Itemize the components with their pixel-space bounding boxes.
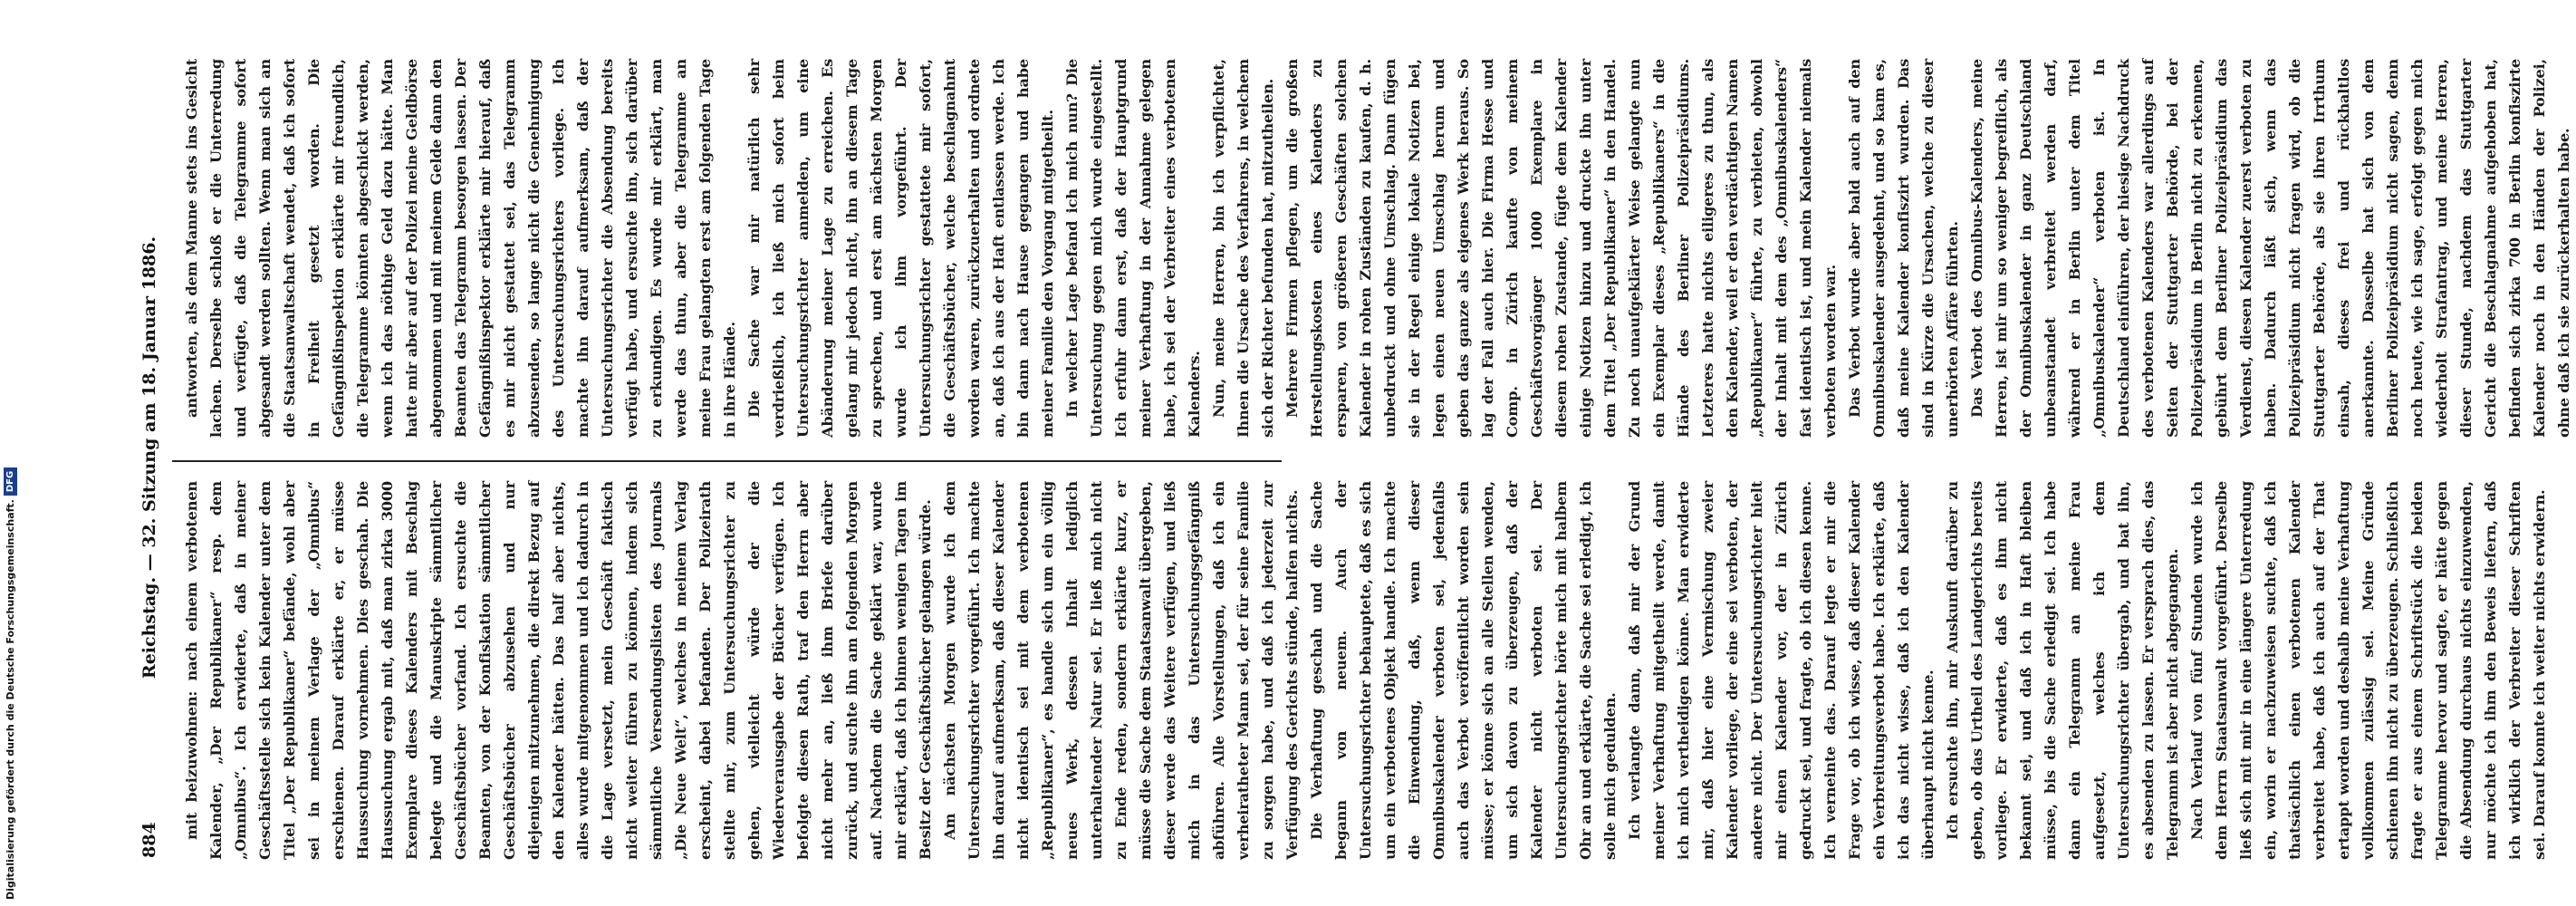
paragraph: mit beizuwohnen: nach einem verbotenen Kalender, „Der Republikaner“ resp. dem „Omnibus“. Ich erwiderte, daß in meiner Geschäftsstelle sich kein Kalender unter dem Titel „Der Republikaner“ befände, wohl aber sei in meinem Verlage der „Omnibus“ erschienen. Darauf erklärte er, er müsse Haussuchung vornehmen. Dies geschah. Die Haussuchung ergab mit, daß man zirka 3000 Exemplare dieses Kalenders mit Beschlag belegte und die Manuskripte sämmtlicher Geschäftsbücher vorfand. Ich ersuchte die Beamten, von der Konfiskation sämmtlicher Geschäftsbücher abzusehen und nur diejenigen mitzunehmen, die direkt Bezug auf den Kalender hätten. Das half aber nichts, alles wurde mitgenommen und ich dadurch in die Lage versetzt, mein Geschäft faktisch nicht weiter führen zu können, indem sich sämmtliche Versendungslisten des Journals „Die Neue Welt“, welches in meinem Verlag erscheint, dabei befanden. Der Polizeirath stellte mir, zum Untersuchungsrichter zu gehen, vielleicht würde der die Wiederverausgabe der Bücher verfügen. Ich befolgte diesen Rath, traf den Herrn aber nicht mehr an, ließ ihm Briefe darüber zurück, und suchte ihn am folgenden Morgen auf. Nachdem die Sache geklärt war, wurde mir erklärt, daß ich binnen wenigen Tagen im Besitz der Geschäftsbücher gelangen würde. — [183, 481, 934, 860]
paragraph: Nach Verlauf von fünf Stunden wurde ich dem Herrn Staatsanwalt vorgeführt. Derselbe ließ sich mit mir in eine längere Unterredung ein, worin er nachzuweisen suchte, daß ich thatsächlich einen verbotenen Kalender verbreitet habe, daß ich auch auf der That ertappt worden und deshalb meine Verhaftung vollkommen zulässig sei. Meine Gründe schienen ihn nicht zu überzeugen. Schließlich fragte er aus einem Schriftstück die beiden Telegramme hervor und sagte, er hätte gegen die Absendung durchaus nichts einzuwenden, nur möchte ich ihm den Beweis liefern, daß ich wirklich der Verbreiter dieser Schriften sei. Darauf konnte ich weiter nichts erwidern. — [2188, 481, 2548, 860]
left-text-column — [179, 480, 2548, 860]
digitization-footer — [4, 12, 17, 900]
paragraph: Ich verlangte dann, daß mir der Grund meiner Verhaftung mitgetheilt werde, damit ich mich vertheidigen könne. Man erwiderte mir, daß hier eine Vermischung zweier Kalender vorliege, der eine sei verboten, der andere nicht. Der Untersuchungsrichter hielt mir einen Kalender vor, der in Zürich gedruckt sei, und fragte, ob ich diesen kenne. Ich verneinte das. Darauf legte er mir die Frage vor, ob ich wisse, daß dieser Kalender ein Verbreitungsverbot habe. Ich erklärte, daß ich das nicht wisse, daß ich den Kalender überhaupt nicht kenne. — [1626, 481, 1937, 860]
paragraph: Ich ersuchte ihn, mir Auskunft darüber zu geben, ob das Urtheil des Landgerichts bereits vorliege. Er erwiderte, daß es ihm nicht bekannt sei, und daß ich in Haft bleiben müsse, bis die Sache erledigt sei. Ich habe dann ein Telegramm an meine Frau aufgesetzt, welches ich dem Untersuchungsrichter übergab, und bat ihn, es absenden zu lassen. Er versprach dies, das Telegramm ist aber nicht abgegangen. — [1944, 481, 2181, 860]
dfg-logo-icon: DFG — [4, 467, 17, 496]
running-header — [136, 50, 172, 865]
paragraph: Nun, meine Herren, bin ich verpflichtet, Ihnen die Ursache des Verfahrens, in welchem sich der Richter befunden hat, mitzutheilen. — [1210, 59, 1276, 438]
paragraph: Mehrere Firmen pflegen, um die großen Herstellungskosten eines Kalenders zu ersparen, von größeren Geschäften solchen Kalender in rohen Zuständen zu kaufen, d. h. unbedruckt und ohne Umschlag. Dann fügen sie in der Regel einige lokale Notizen bei, legen einen neuen Umschlag herum und geben das ganze als eigenes Werk heraus. So lag der Fall auch hier. Die Firma Hesse und Comp. in Zürich kaufte von meinem Geschäftsvorgänger 1000 Exemplare in diesem rohen Zustande, fügte dem Kalender einige Notizen hinzu und druckte ihn unter dem Titel „Der Republikaner“ in den Handel. Zu noch unaufgeklärter Weise gelangte nun ein Exemplar dieses „Republikaners“ in die Hände des Berliner Polizeipräsidiums. Letzteres hatte nichts eiligeres zu thun, als den Kalender, weil er den verdächtigen Namen „Republikaner“ führte, zu verbieten, obwohl der Inhalt mit dem des „Omnibuskalenders“ fast identisch ist, und mein Kalender niemals verboten worden war. — [1283, 59, 1839, 438]
column-divider — [172, 461, 1282, 463]
right-text-column — [179, 59, 2572, 438]
paragraph: antworten, als dem Manne stets ins Gesicht lachen. Derselbe schloß er die Unterredung und verfügte, daß die Telegramme sofort abgesandt werden sollten. Wenn man sich an die Staatsanwaltschaft wendet, daß ich sofort in Freiheit gesetzt worden. Die Gefängnißinspektion erklärte mir freundlich, die Telegramme könnten abgeschickt werden, wenn ich das nöthige Geld dazu hätte. Man hatte mir aber auf der Polizei meine Geldbörse abgenommen und mit meinem Gelde dann den Beamten das Telegramm besorgen lassen. Der Gefängnißinspektor erklärte mir hierauf, daß es mir nicht gestattet sei, das Telegramm abzusenden, so lange nicht die Genehmigung des Untersuchungsrichters vorliege. Ich machte ihn darauf aufmerksam, daß der Untersuchungsrichter die Absendung bereits verfügt habe, und ersuchte ihn, sich darüber zu erkundigen. Es wurde mir erklärt, man werde das thun, aber die Telegramme an meine Frau gelangten erst am folgenden Tage in ihre Hände. — [183, 59, 738, 438]
paragraph: Das Verbot wurde aber bald auch auf den Omnibuskalender ausgedehnt, und so kam es, daß meine Kalender konfiszirt wurden. Das sind in Kürze die Ursachen, welche zu dieser unerhörten Affäre führten. — [1846, 59, 1961, 438]
paragraph: Die Sache war mir natürlich sehr verdrießlich, ich ließ mich sofort beim Untersuchungsrichter anmelden, um eine Abänderung meiner Lage zu erreichen. Es gelang mir jedoch nicht, ihn an diesem Tage zu sprechen, und erst am nächsten Morgen wurde ich ihm vorgeführt. Der Untersuchungsrichter gestattete mir sofort, die Geschäftsbücher, welche beschlagnahmt worden waren, zurückzuerhalten und ordnete an, daß ich aus der Haft entlassen werde. Ich bin dann nach Hause gegangen und habe meiner Familie den Vorgang mitgetheilt. — [745, 59, 1056, 438]
digitization-note: Digitalisierung gefördert durch die Deutsche Forschungsgemeinschaft. — [5, 499, 16, 900]
paragraph: Am nächsten Morgen wurde ich dem Untersuchungsrichter vorgeführt. Ich machte ihn darauf aufmerksam, daß dieser Kalender nicht identisch sei mit dem verbotenen „Republikaner“, es handle sich um ein völlig neues Werk, dessen Inhalt lediglich unterhaltender Natur sei. Er ließ mich nicht zu Ende reden, sondern erklärte kurz, er müsse die Sache dem Staatsanwalt übergeben, dieser werde das Weitere verfügen, und ließ mich in das Untersuchungsgefängniß abführen. Alle Vorstellungen, daß ich ein verheiratheter Mann sei, der für seine Familie zu sorgen habe, und daß ich jederzeit zur Verfügung des Gerichts stünde, halfen nichts. — [941, 481, 1301, 860]
paragraph: In welcher Lage befand ich mich nun? Die Untersuchung gegen mich wurde eingestellt. Ich erfuhr dann erst, daß der Hauptgrund meiner Verhaftung in der Annahme gelegen habe, ich sei der Verbreiter eines verbotenen Kalenders. — [1063, 59, 1203, 438]
paragraph: Das Verbot des Omnibus-Kalenders, meine Herren, ist mir um so weniger begreiflich, als der Omnibuskalender in ganz Deutschland unbeanstandet verbreitet werden darf, während er in Berlin unter dem Titel „Omnibuskalender“ verboten ist. In Deutschland einführen, der hiesige Nachdruck des verbotenen Kalenders war allerdings auf Seiten der Stuttgarter Behörde, bei der Polizeipräsidium in Berlin nicht zu erkennen, gebührt dem Berliner Polizeipräsidium das Verdienst, diesen Kalender zuerst verboten zu haben. Dadurch läßt sich, wenn das Polizeipräsidium nicht fragen wird, ob die Stuttgarter Behörde, als sie ihren Irrthum einsah, dieses frei und rückhaltlos anerkannte. Dasselbe hat sich von dem Berliner Polizeipräsidium nicht sagen, denn noch heute, wie ich sage, erfolgt gegen mich wiederholt Strafantrag, und meine Herren, dieser Stunde, nachdem das Stuttgarter Gericht die Beschlagnahme aufgehoben hat, befinden sich zirka 700 in Berlin konfiszirte Kalender noch in den Händen der Polizei, ohne daß ich sie zurückerhalten habe. — [1968, 59, 2572, 438]
page-number: 884 — [139, 822, 159, 858]
rotated-document-page — [136, 50, 2572, 865]
running-title: Reichstag. — 32. Sitzung am 18. Januar 1886. — [139, 236, 159, 680]
paragraph: Die Verhaftung geschah und die Sache begann von neuem. Auch der Untersuchungsrichter behauptete, daß es sich um ein verbotenes Objekt handle. Ich machte die Einwendung, daß, wenn dieser Omnibuskalender verboten sei, jedenfalls auch das Verbot veröffentlicht worden sein müsse; er könne sich an alle Stellen wenden, um sich davon zu überzeugen, daß der Kalender nicht verboten sei. Der Untersuchungsrichter hörte mich mit halbem Ohr an und erklärte, die Sache sei erledigt, ich solle mich gedulden. — [1308, 480, 1619, 860]
